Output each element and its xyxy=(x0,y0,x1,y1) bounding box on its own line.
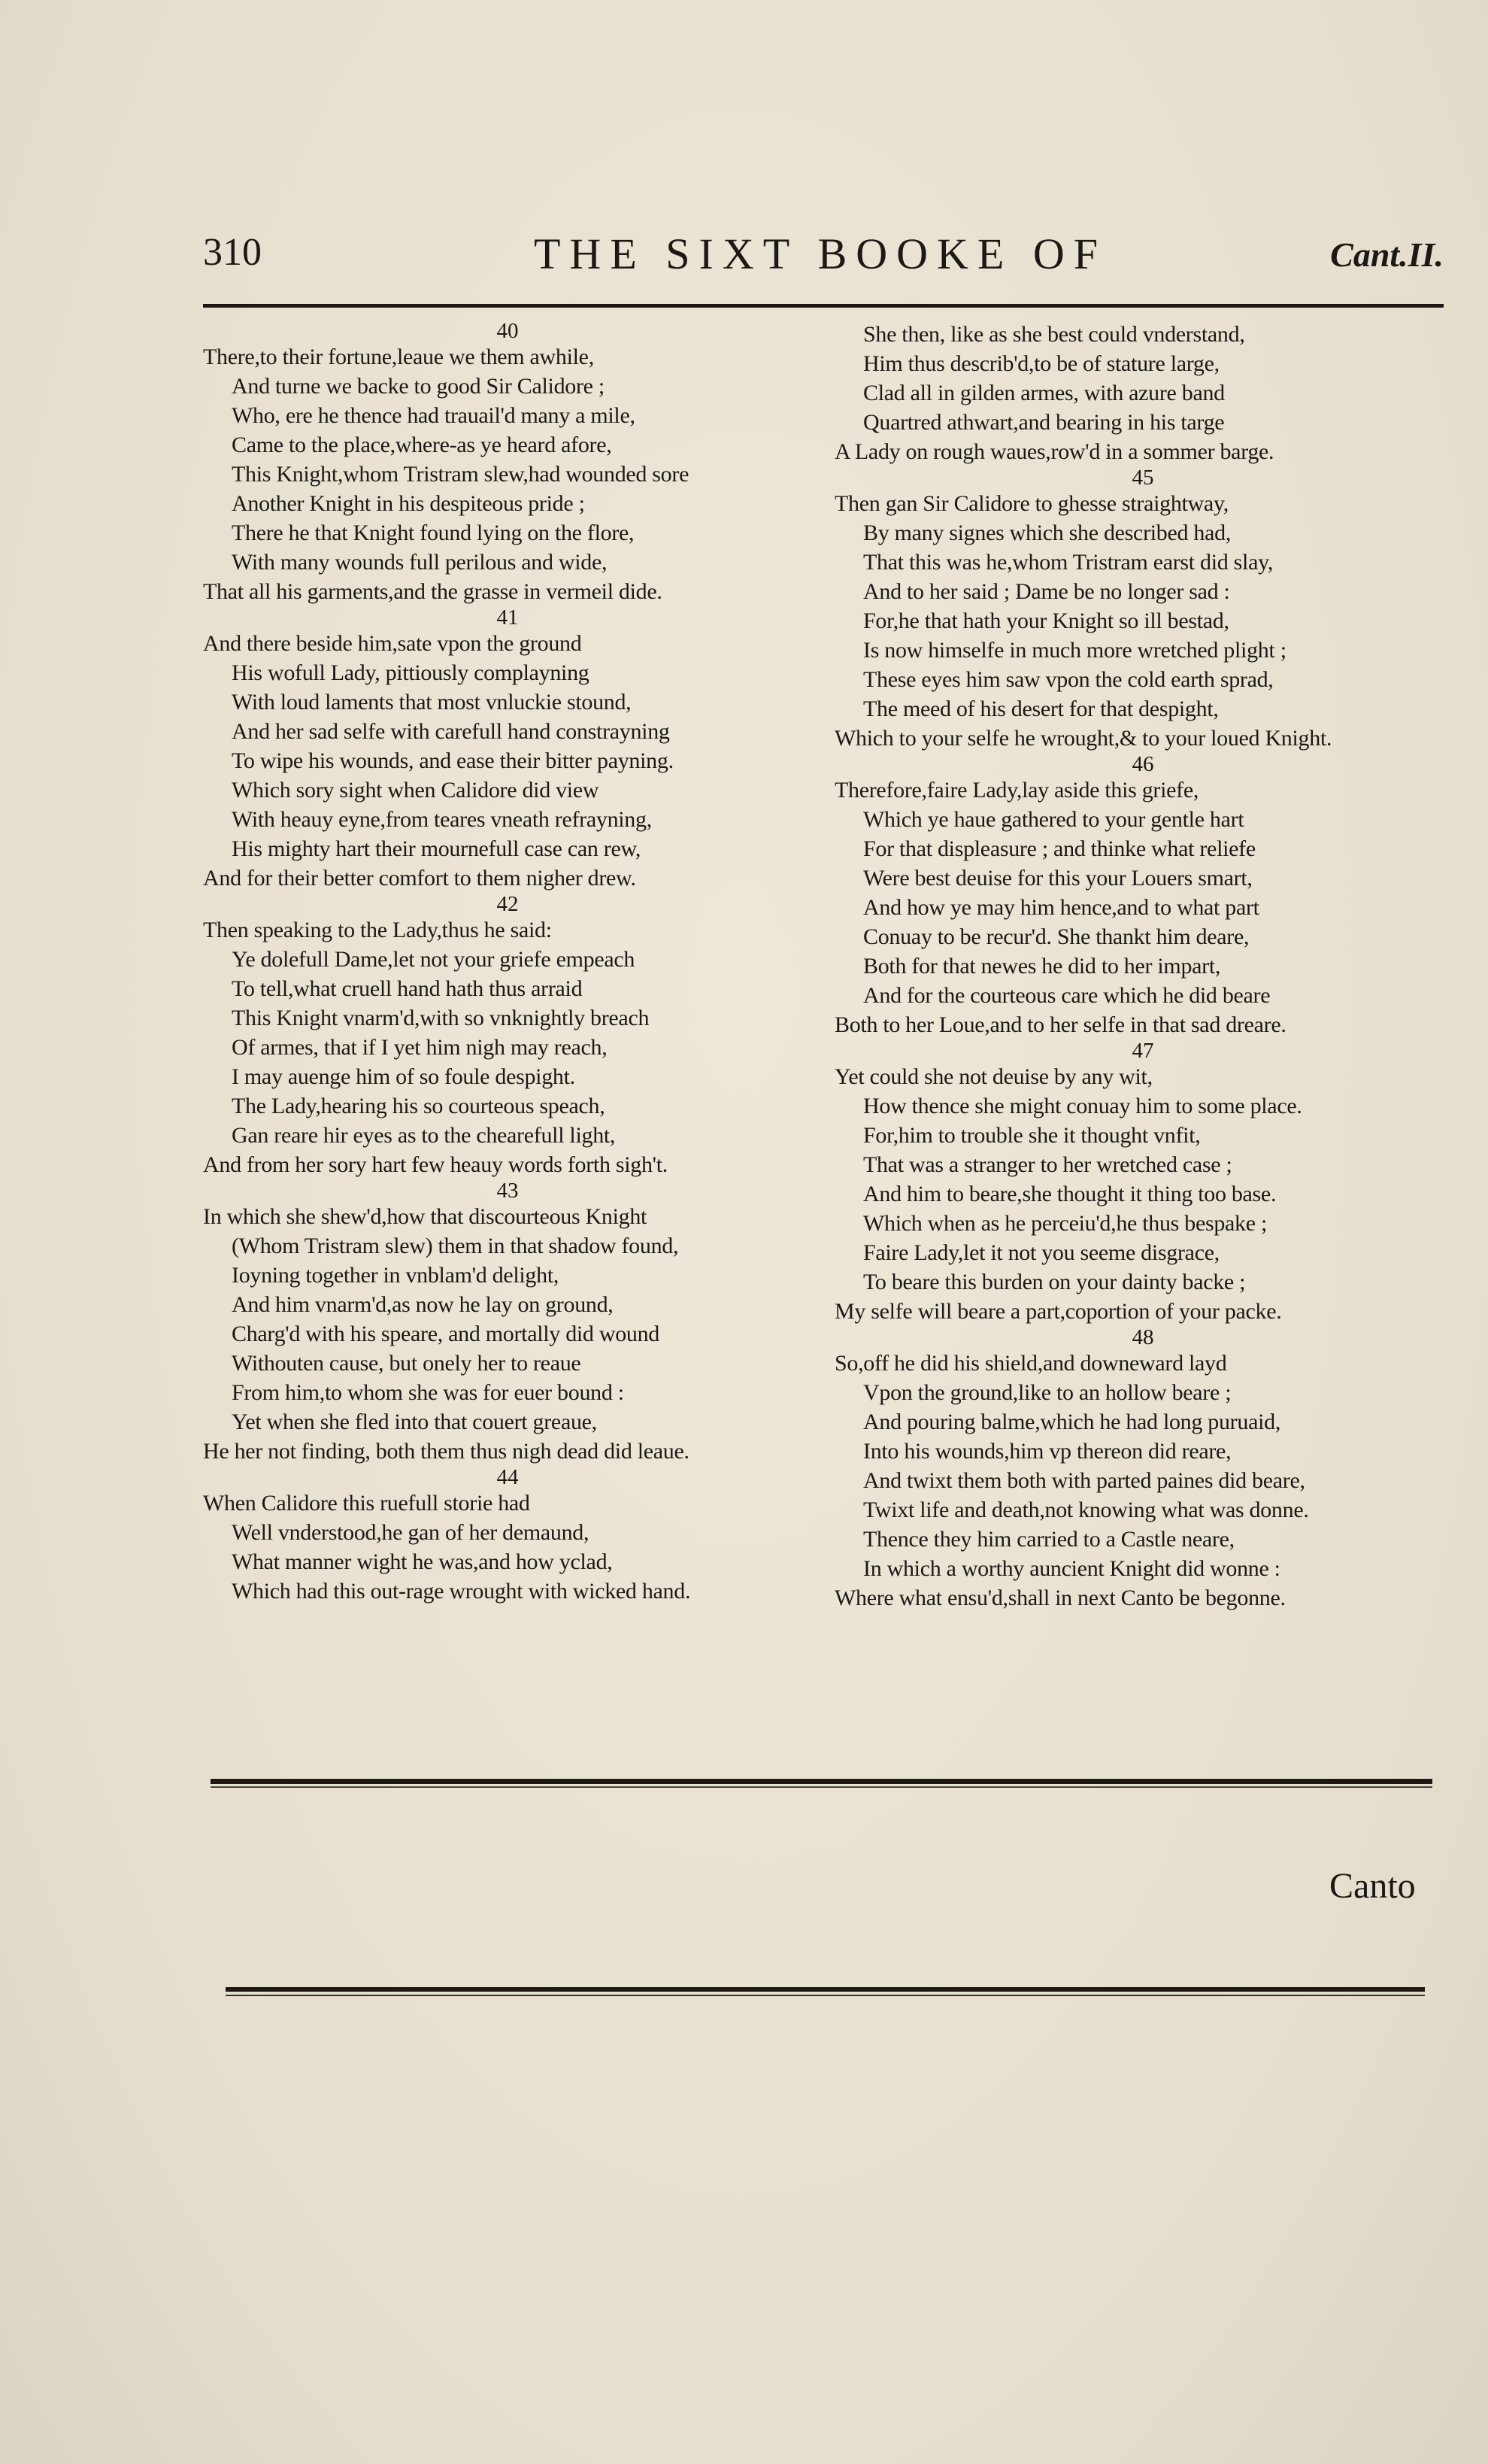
verse-line: My selfe will beare a part,coportion of your packe. xyxy=(835,1299,1282,1324)
verse-line: There,to their fortune,leaue we them awhile, xyxy=(203,344,594,369)
verse-line: Then gan Sir Calidore to ghesse straightway, xyxy=(835,491,1229,516)
verse-line: And there beside him,sate vpon the ground xyxy=(203,631,582,656)
verse-line: Came to the place,where-as ye heard afore, xyxy=(232,432,612,457)
stanza-number: 43 xyxy=(496,1179,519,1203)
verse-line: Which ye haue gathered to your gentle hart xyxy=(863,807,1244,832)
verse-line: With heauy eyne,from teares vneath refrayning, xyxy=(232,807,652,832)
verse-line: Him thus describ'd,to be of stature large, xyxy=(863,351,1220,376)
stanza-number: 40 xyxy=(496,319,519,343)
stanza xyxy=(835,1326,1451,1613)
verse-line: The meed of his desert for that despight, xyxy=(863,696,1219,721)
running-title: THE SIXT BOOKE OF xyxy=(534,229,1107,278)
verse-line: And to her said ; Dame be no longer sad : xyxy=(863,579,1230,604)
verse-line: In which she shew'd,how that discourteous Knight xyxy=(203,1204,647,1229)
verse-line: Which sory sight when Calidore did view xyxy=(232,778,599,803)
stanza xyxy=(835,466,1451,753)
verse-line: Of armes, that if I yet him nigh may reach, xyxy=(232,1035,608,1060)
stanza xyxy=(203,893,812,1179)
verse-line: And turne we backe to good Sir Calidore ; xyxy=(232,374,605,399)
verse-line: Then speaking to the Lady,thus he said: xyxy=(203,918,552,942)
verse-line: Well vnderstood,he gan of her demaund, xyxy=(232,1520,589,1545)
verse-line: That this was he,whom Tristram earst did slay, xyxy=(863,550,1274,575)
verse-line: And for the courteous care which he did beare xyxy=(863,983,1271,1008)
verse-line: What manner wight he was,and how yclad, xyxy=(232,1549,613,1574)
verse-line: Yet could she not deuise by any wit, xyxy=(835,1064,1153,1089)
stanza xyxy=(835,320,1451,466)
verse-line: By many signes which she described had, xyxy=(863,520,1232,545)
verse-line: Ye dolefull Dame,let not your griefe empeach xyxy=(232,947,635,972)
verse-line: Both to her Loue,and to her selfe in that sad dreare. xyxy=(835,1012,1286,1037)
verse-line: In which a worthy auncient Knight did wonne : xyxy=(863,1556,1280,1581)
verse-line: He her not finding, both them thus nigh dead did leaue. xyxy=(203,1439,689,1464)
catchword: Canto xyxy=(1329,1866,1416,1906)
verse-line: And her sad selfe with carefull hand constrayning xyxy=(232,719,670,744)
stanza xyxy=(835,1039,1451,1326)
stanza xyxy=(835,753,1451,1039)
verse-line: With many wounds full perilous and wide, xyxy=(232,550,608,575)
verse-line: Withouten cause, but onely her to reaue xyxy=(232,1351,581,1376)
stanza xyxy=(203,320,812,606)
stanza-number: 42 xyxy=(496,892,519,916)
bottom-rule xyxy=(226,1987,1425,1992)
verse-line: Conuay to be recur'd. She thankt him deare, xyxy=(863,924,1250,949)
verse-line: Vpon the ground,like to an hollow beare ; xyxy=(863,1380,1232,1405)
right-column xyxy=(835,320,1451,1613)
verse-line: Into his wounds,him vp thereon did reare, xyxy=(863,1439,1232,1464)
bottom-rule-thin xyxy=(226,1995,1425,1996)
running-header xyxy=(203,226,1444,286)
stanza-number: 45 xyxy=(1132,466,1154,490)
verse-line: How thence she might conuay him to some place. xyxy=(863,1094,1302,1118)
verse-line: And how ye may him hence,and to what part xyxy=(863,895,1259,920)
verse-line: Who, ere he thence had trauail'd many a mile, xyxy=(232,403,635,428)
verse-line: She then, like as she best could vnderstand, xyxy=(863,322,1245,347)
verse-line: From him,to whom she was for euer bound : xyxy=(232,1380,624,1405)
verse-line: When Calidore this ruefull storie had xyxy=(203,1491,530,1516)
verse-line: These eyes him saw vpon the cold earth sprad, xyxy=(863,667,1274,692)
verse-line: I may auenge him of so foule despight. xyxy=(232,1064,575,1089)
verse-line: To beare this burden on your dainty backe ; xyxy=(863,1270,1246,1294)
verse-line: (Whom Tristram slew) them in that shadow found, xyxy=(232,1234,679,1258)
verse-line: Which when as he perceiu'd,he thus bespake ; xyxy=(863,1211,1268,1236)
verse-line: For that displeasure ; and thinke what reliefe xyxy=(863,836,1256,861)
page-number: 310 xyxy=(203,231,262,274)
verse-line: Ioyning together in vnblam'd delight, xyxy=(232,1263,559,1288)
verse-line: With loud laments that most vnluckie stound, xyxy=(232,690,632,715)
section-rule xyxy=(211,1779,1432,1784)
stanza xyxy=(203,1179,812,1466)
verse-line: And him to beare,she thought it thing too base. xyxy=(863,1182,1277,1206)
verse-line: Yet when she fled into that couert greaue, xyxy=(232,1410,597,1434)
verse-line: To wipe his wounds, and ease their bitter payning. xyxy=(232,748,674,773)
verse-line: Gan reare hir eyes as to the chearefull light, xyxy=(232,1123,616,1148)
verse-line: His mighty hart their mournefull case can rew, xyxy=(232,836,641,861)
verse-line: And him vnarm'd,as now he lay on ground, xyxy=(232,1292,614,1317)
verse-line: And for their better comfort to them nigher drew. xyxy=(203,866,636,891)
verse-line: This Knight,whom Tristram slew,had wounded sore xyxy=(232,462,689,487)
verse-line: Another Knight in his despiteous pride ; xyxy=(232,491,585,516)
verse-line: So,off he did his shield,and downeward layd xyxy=(835,1351,1227,1376)
verse-line: For,him to trouble she it thought vnfit, xyxy=(863,1123,1201,1148)
stanza-number: 48 xyxy=(1132,1325,1154,1349)
verse-line: Quartred athwart,and bearing in his targe xyxy=(863,410,1225,435)
verse-line: Is now himselfe in much more wretched plight ; xyxy=(863,638,1286,663)
canto-label: Cant.II. xyxy=(1330,235,1444,274)
verse-line: His wofull Lady, pittiously complayning xyxy=(232,660,589,685)
verse-line: To tell,what cruell hand hath thus arraid xyxy=(232,976,583,1001)
verse-line: That was a stranger to her wretched case ; xyxy=(863,1152,1232,1177)
verse-line: And pouring balme,which he had long puruaid, xyxy=(863,1410,1281,1434)
stanza xyxy=(203,606,812,893)
verse-line: There he that Knight found lying on the flore, xyxy=(232,520,635,545)
header-rule xyxy=(203,304,1444,308)
stanza xyxy=(203,1466,812,1606)
verse-line: A Lady on rough waues,row'd in a sommer barge. xyxy=(835,439,1274,464)
verse-line: The Lady,hearing his so courteous speach, xyxy=(232,1094,605,1118)
stanza-number: 41 xyxy=(496,605,519,630)
verse-line: For,he that hath your Knight so ill bestad, xyxy=(863,608,1229,633)
verse-line: And twixt them both with parted paines did beare, xyxy=(863,1468,1305,1493)
verse-line: Which to your selfe he wrought,& to your loued Knight. xyxy=(835,726,1332,751)
verse-line: Clad all in gilden armes, with azure band xyxy=(863,381,1225,405)
stanza-number: 46 xyxy=(1132,752,1154,776)
verse-line: Where what ensu'd,shall in next Canto be begonne. xyxy=(835,1586,1286,1610)
verse-line: Thence they him carried to a Castle neare, xyxy=(863,1527,1235,1552)
verse-line: Which had this out-rage wrought with wicked hand. xyxy=(232,1579,691,1604)
verse-line: And from her sory hart few heauy words forth sigh't. xyxy=(203,1152,668,1177)
stanza-number: 44 xyxy=(496,1465,519,1489)
verse-line: Charg'd with his speare, and mortally did wound xyxy=(232,1322,659,1346)
verse-line: Faire Lady,let it not you seeme disgrace, xyxy=(863,1240,1220,1265)
verse-line: Were best deuise for this your Louers smart, xyxy=(863,866,1253,891)
verse-line: Both for that newes he did to her impart, xyxy=(863,954,1221,979)
left-column xyxy=(203,320,812,1606)
verse-line: Therefore,faire Lady,lay aside this griefe, xyxy=(835,778,1199,803)
verse-line: Twixt life and death,not knowing what was donne. xyxy=(863,1498,1309,1522)
stanza-number: 47 xyxy=(1132,1039,1154,1063)
verse-line: That all his garments,and the grasse in vermeil dide. xyxy=(203,579,662,604)
section-rule-thin xyxy=(211,1786,1432,1788)
verse-line: This Knight vnarm'd,with so vnknightly breach xyxy=(232,1006,650,1030)
